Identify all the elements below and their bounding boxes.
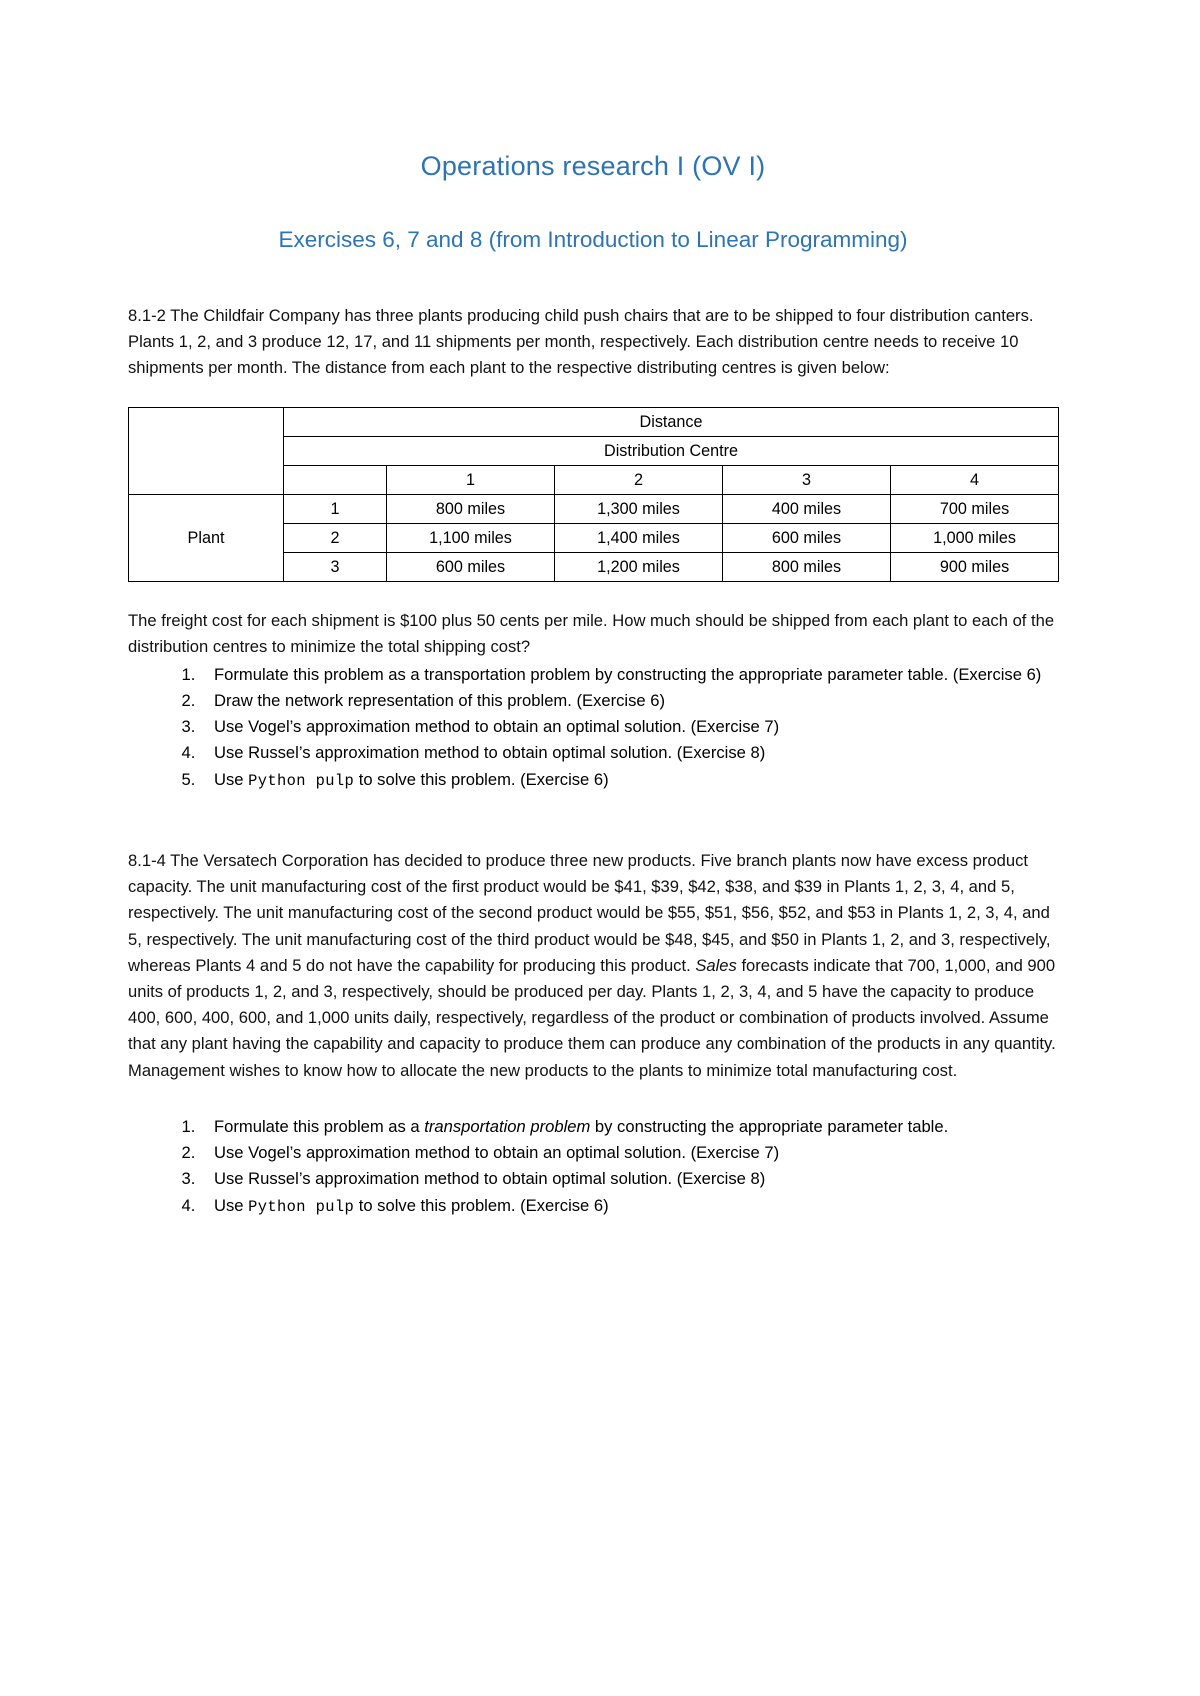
problem-812-task-list (128, 661, 1058, 794)
table-cell: 1,200 miles (555, 553, 723, 582)
list-item (200, 1140, 1058, 1166)
problem-814-task-list (128, 1084, 1058, 1220)
table-col-header-3: 3 (723, 466, 891, 495)
table-cell: 1,000 miles (891, 524, 1059, 553)
code-python-pulp: Python pulp (248, 771, 355, 790)
table-row-group-label-plant: Plant (129, 495, 284, 582)
freight-cost-paragraph: The freight cost for each shipment is $100 plus 50 cents per mile. How much should be shipped from each plant to each of the distribution centres to minimize the total shipping cost? (128, 611, 1055, 657)
table-cell: 1,100 miles (387, 524, 555, 553)
table-row-label: 2 (284, 524, 387, 553)
problem-814-intro-paragraph (128, 794, 1058, 1084)
task-text-tail: by constructing the appropriate parameter table. (590, 1116, 949, 1136)
problem-814-text-part1: 8.1-4 The Versatech Corporation has decided to produce three new products. Five branch plants now have excess product capacity. The unit manufacturing cost of the first product would be $41, $39, $42, $38, and $39 in Plants 1, 2, 3, 4, and 5, respectively. The unit manufacturing cost of the second product would be $55, $51, $56, $52, and $53 in Plants 1, 2, 3, 4, and 5, respectively. The unit manufacturing cost of the third product would be $48, $45, and $50 in Plants 1, 2, and 3, respectively, whereas Plants 4 and 5 do not have the capability for producing this product. (128, 851, 1051, 975)
task-text-italic: transportation problem (424, 1116, 591, 1136)
task-text: Use Vogel’s approximation method to obtain an optimal solution. (Exercise 7) (214, 717, 780, 737)
page-title: Operations research I (OV I) (420, 151, 766, 181)
list-item (200, 1193, 1058, 1220)
table-row-label: 3 (284, 553, 387, 582)
list-item (200, 1114, 1058, 1140)
table-col-header-4: 4 (891, 466, 1059, 495)
task-text-tail: to solve this problem. (Exercise 6) (354, 769, 609, 789)
list-item (200, 1166, 1058, 1192)
table-cell: 800 miles (723, 553, 891, 582)
table-cell: 600 miles (387, 553, 555, 582)
table-corner-cell (129, 408, 284, 495)
table-cell: 800 miles (387, 495, 555, 524)
code-python-pulp: Python pulp (248, 1197, 355, 1216)
page-subtitle: Exercises 6, 7 and 8 (from Introduction to Linear Programming) (278, 227, 908, 253)
list-item (200, 714, 1058, 740)
task-text: Use (214, 769, 249, 789)
table-cell: 900 miles (891, 553, 1059, 582)
table-cell: 400 miles (723, 495, 891, 524)
task-text: Use (214, 1195, 249, 1215)
distance-table-wrapper (128, 381, 1058, 582)
list-item (200, 767, 1058, 794)
problem-812-intro-paragraph: 8.1-2 The Childfair Company has three plants producing child push chairs that are to be shipped to four distribution canters. Plants 1, 2, and 3 produce 12, 17, and 11 shipments per month, respectively. Each distribution centre needs to receive 10 shipments per month. The distance from each plant to the respective distributing centres is given below: (128, 305, 1034, 377)
list-item (200, 688, 1058, 714)
table-cell: 600 miles (723, 524, 891, 553)
task-text: Formulate this problem as a transportation problem by constructing the appropriate parameter table. (Exercise 6) (214, 664, 1042, 684)
task-text: Use Russel’s approximation method to obtain optimal solution. (Exercise 8) (214, 743, 766, 763)
distance-table (128, 407, 1059, 582)
table-header-spacer (284, 466, 387, 495)
table-row-label: 1 (284, 495, 387, 524)
table-col-header-2: 2 (555, 466, 723, 495)
table-cell: 1,400 miles (555, 524, 723, 553)
table-cell: 700 miles (891, 495, 1059, 524)
table-row-title (129, 408, 1059, 437)
list-item (200, 662, 1058, 688)
problem-814-text-italic: Sales (695, 955, 737, 975)
table-row (129, 495, 1059, 524)
task-text: Use Russel’s approximation method to obtain optimal solution. (Exercise 8) (214, 1169, 766, 1189)
list-item (200, 740, 1058, 766)
page-content (128, 0, 1058, 1220)
task-text: Formulate this problem as a (214, 1116, 425, 1136)
task-text: Draw the network representation of this problem. (Exercise 6) (214, 690, 665, 710)
task-text-tail: to solve this problem. (Exercise 6) (354, 1195, 609, 1215)
table-title-distance: Distance (284, 408, 1059, 437)
table-col-header-1: 1 (387, 466, 555, 495)
table-cell: 1,300 miles (555, 495, 723, 524)
problem-814-text-part2: forecasts indicate that 700, 1,000, and 900 units of products 1, 2, and 3, respectively, should be produced per day. Plants 1, 2, 3, 4, and 5 have the capacity to produce 400, 600, 400, 600, and 1,000 units daily, respectively, regardless of the product or combination of products involved. Assume that any plant having the capability and capacity to produce them can produce any combination of the products in any quantity. Management wishes to know how to allocate the new products to the plants to minimize total manufacturing cost. (128, 955, 1056, 1080)
table-subtitle-distribution-centre: Distribution Centre (284, 437, 1059, 466)
task-text: Use Vogel’s approximation method to obtain an optimal solution. (Exercise 7) (214, 1143, 780, 1163)
